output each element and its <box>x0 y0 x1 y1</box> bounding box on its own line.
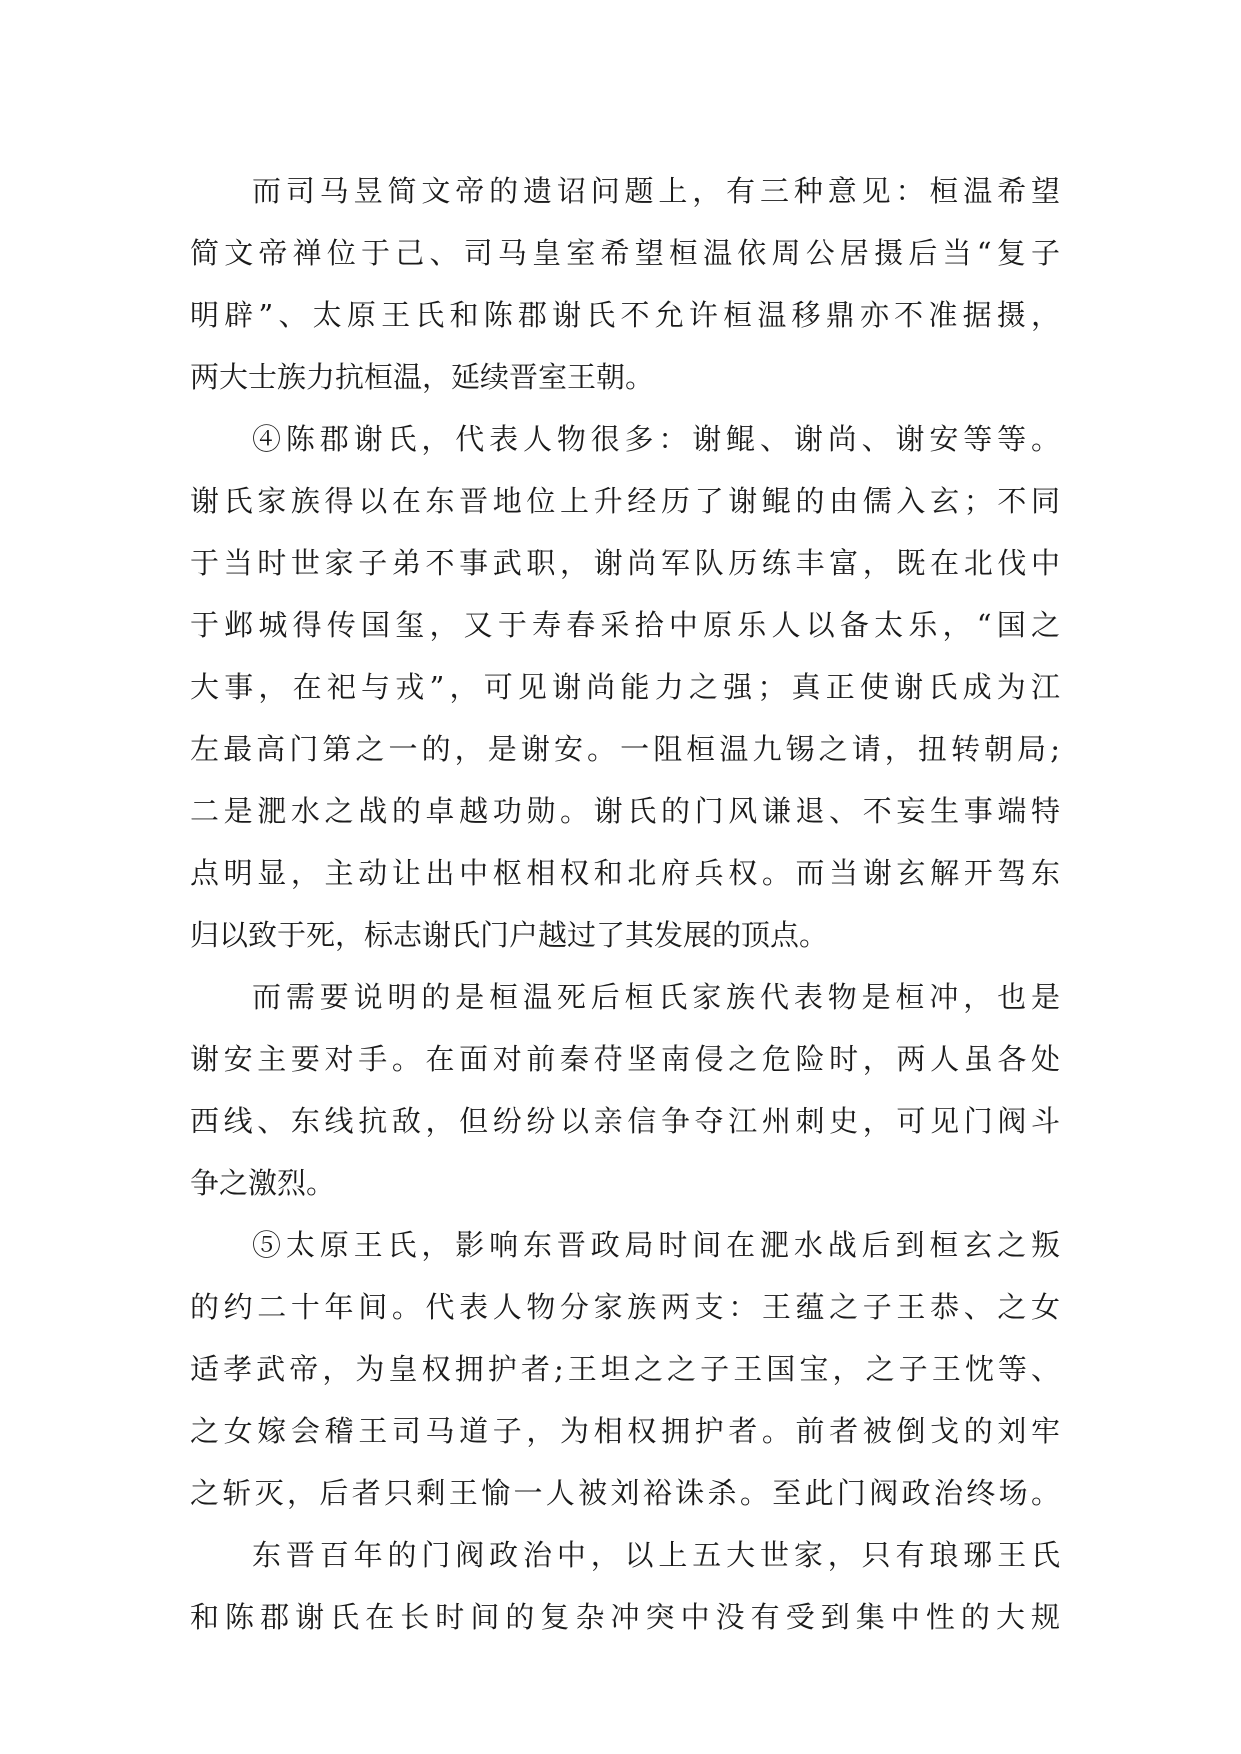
text-line: 两大士族力抗桓温，延续晋室王朝。 <box>190 360 655 394</box>
text-line: 而需要说明的是桓温死后桓氏家族代表物是桓冲，也是 <box>252 980 1060 1014</box>
text-line: ④陈郡谢氏，代表人物很多：谢鲲、谢尚、谢安等等。 <box>252 422 1060 456</box>
text-line: 的约二十年间。代表人物分家族两支：王蕴之子王恭、之女 <box>190 1290 1060 1324</box>
text-line: 东晋百年的门阀政治中，以上五大世家，只有琅琊王氏 <box>252 1538 1060 1572</box>
text-line: 于当时世家子弟不事武职，谢尚军队历练丰富，既在北伐中 <box>190 546 1060 580</box>
text-line: 点明显，主动让出中枢相权和北府兵权。而当谢玄解开驾东 <box>190 856 1060 890</box>
paragraph <box>190 1214 1060 1524</box>
paragraph <box>190 966 1060 1214</box>
text-line: 之女嫁会稽王司马道子，为相权拥护者。前者被倒戈的刘牢 <box>190 1414 1060 1448</box>
text-line: 而司马昱简文帝的遗诏问题上，有三种意见：桓温希望 <box>252 174 1060 208</box>
text-line: 归以致于死，标志谢氏门户越过了其发展的顶点。 <box>190 918 829 952</box>
paragraph <box>190 1524 1060 1648</box>
body-text <box>190 160 1060 1648</box>
text-line: 谢氏家族得以在东晋地位上升经历了谢鲲的由儒入玄；不同 <box>190 484 1060 518</box>
text-line: 明辟”、太原王氏和陈郡谢氏不允许桓温移鼎亦不准据摄， <box>190 298 1060 332</box>
paragraph <box>190 408 1060 966</box>
text-line: 争之激烈。 <box>190 1166 336 1200</box>
text-line: 左最高门第之一的，是谢安。一阻桓温九锡之请，扭转朝局; <box>190 732 1060 766</box>
text-line: 大事，在祀与戎”，可见谢尚能力之强；真正使谢氏成为江 <box>190 670 1060 704</box>
text-line: 适孝武帝，为皇权拥护者;王坦之之子王国宝，之子王忱等、 <box>190 1352 1060 1386</box>
text-line: 之斩灭，后者只剩王愉一人被刘裕诛杀。至此门阀政治终场。 <box>190 1476 1060 1510</box>
text-line: 于邺城得传国玺，又于寿春采拾中原乐人以备太乐，“国之 <box>190 608 1060 642</box>
text-line: 和陈郡谢氏在长时间的复杂冲突中没有受到集中性的大规 <box>190 1600 1060 1634</box>
text-line: 简文帝禅位于己、司马皇室希望桓温依周公居摄后当“复子 <box>190 236 1060 270</box>
paragraph <box>190 160 1060 408</box>
text-line: 二是淝水之战的卓越功勋。谢氏的门风谦退、不妄生事端特 <box>190 794 1060 828</box>
text-line: 谢安主要对手。在面对前秦苻坚南侵之危险时，两人虽各处 <box>190 1042 1060 1076</box>
text-line: 西线、东线抗敌，但纷纷以亲信争夺江州刺史，可见门阀斗 <box>190 1104 1060 1138</box>
text-line: ⑤太原王氏，影响东晋政局时间在淝水战后到桓玄之叛 <box>252 1228 1060 1262</box>
